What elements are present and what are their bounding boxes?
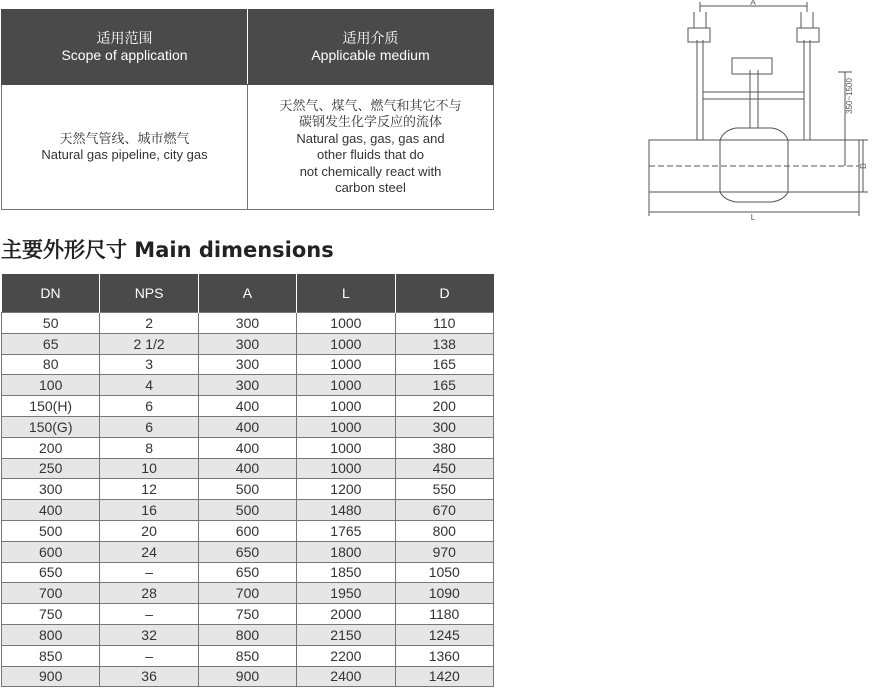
cell-d: 380 bbox=[395, 437, 493, 458]
cell-nps: 12 bbox=[100, 479, 198, 500]
cell-a: 900 bbox=[198, 666, 296, 687]
scope-header-cn: 适用范围 bbox=[96, 30, 153, 46]
cell-nps: 6 bbox=[100, 396, 198, 417]
medium-value-line: other fluids that do bbox=[317, 147, 424, 162]
cell-dn: 600 bbox=[2, 541, 100, 562]
header-nps: NPS bbox=[100, 274, 198, 313]
cell-a: 800 bbox=[198, 624, 296, 645]
cell-dn: 400 bbox=[2, 500, 100, 521]
cell-dn: 500 bbox=[2, 520, 100, 541]
table-row bbox=[2, 458, 494, 479]
cell-nps: 20 bbox=[100, 520, 198, 541]
cell-nps: – bbox=[100, 645, 198, 666]
table-row bbox=[2, 375, 494, 396]
cell-l: 1950 bbox=[297, 583, 395, 604]
valve-body bbox=[720, 128, 788, 202]
cell-a: 300 bbox=[198, 354, 296, 375]
scope-value bbox=[2, 85, 248, 210]
medium-value bbox=[248, 85, 494, 210]
cell-l: 1000 bbox=[297, 416, 395, 437]
dimension-a-label: A bbox=[750, 0, 756, 7]
cell-nps: 28 bbox=[100, 583, 198, 604]
application-table bbox=[1, 9, 494, 210]
cell-l: 2000 bbox=[297, 604, 395, 625]
table-row bbox=[2, 437, 494, 458]
cell-a: 400 bbox=[198, 416, 296, 437]
cell-a: 850 bbox=[198, 645, 296, 666]
table-row bbox=[2, 416, 494, 437]
cell-l: 2150 bbox=[297, 624, 395, 645]
cell-d: 165 bbox=[395, 354, 493, 375]
medium-value-line: Natural gas, gas, gas and bbox=[296, 130, 445, 146]
dimension-l-label: L bbox=[750, 213, 756, 222]
cell-nps: 16 bbox=[100, 500, 198, 521]
cell-d: 1420 bbox=[395, 666, 493, 687]
dimensions-header-row bbox=[2, 274, 494, 313]
table-row bbox=[2, 562, 494, 583]
table-row bbox=[2, 313, 494, 334]
cell-nps: 6 bbox=[100, 416, 198, 437]
cell-nps: – bbox=[100, 562, 198, 583]
cell-a: 400 bbox=[198, 437, 296, 458]
cell-d: 1245 bbox=[395, 624, 493, 645]
cell-d: 110 bbox=[395, 313, 493, 334]
cell-nps: 4 bbox=[100, 375, 198, 396]
cell-nps: 10 bbox=[100, 458, 198, 479]
cell-l: 2400 bbox=[297, 666, 395, 687]
scope-header-en: Scope of application bbox=[61, 47, 188, 63]
cell-nps: 24 bbox=[100, 541, 198, 562]
medium-value-line: carbon steel bbox=[335, 180, 406, 195]
cell-dn: 250 bbox=[2, 458, 100, 479]
header-dn: DN bbox=[2, 274, 100, 313]
cell-l: 1000 bbox=[297, 375, 395, 396]
cell-l: 1800 bbox=[297, 541, 395, 562]
table-row bbox=[2, 666, 494, 687]
cell-l: 1850 bbox=[297, 562, 395, 583]
cell-nps: 8 bbox=[100, 437, 198, 458]
cell-a: 500 bbox=[198, 500, 296, 521]
cell-dn: 50 bbox=[2, 313, 100, 334]
valve-drawing bbox=[640, 0, 872, 225]
dimensions-table bbox=[1, 274, 494, 687]
medium-header-en: Applicable medium bbox=[311, 47, 430, 63]
cell-a: 300 bbox=[198, 313, 296, 334]
dimension-d-label: D bbox=[859, 163, 868, 169]
cell-l: 1000 bbox=[297, 458, 395, 479]
scope-value-cn: 天然气管线、城市燃气 bbox=[59, 130, 190, 146]
cell-dn: 200 bbox=[2, 437, 100, 458]
header-d: D bbox=[395, 274, 493, 313]
cell-dn: 150(H) bbox=[2, 396, 100, 417]
cell-dn: 750 bbox=[2, 604, 100, 625]
cell-l: 1000 bbox=[297, 333, 395, 354]
table-row bbox=[2, 520, 494, 541]
header-l: L bbox=[297, 274, 395, 313]
cell-d: 1090 bbox=[395, 583, 493, 604]
medium-value-line: 碳钢发生化学反应的流体 bbox=[298, 114, 442, 129]
medium-header bbox=[248, 10, 494, 85]
cell-d: 550 bbox=[395, 479, 493, 500]
cell-d: 800 bbox=[395, 520, 493, 541]
cell-dn: 650 bbox=[2, 562, 100, 583]
cell-d: 970 bbox=[395, 541, 493, 562]
cell-nps: 3 bbox=[100, 354, 198, 375]
header-a: A bbox=[198, 274, 296, 313]
cell-dn: 65 bbox=[2, 333, 100, 354]
cell-d: 1050 bbox=[395, 562, 493, 583]
cell-dn: 700 bbox=[2, 583, 100, 604]
cell-dn: 100 bbox=[2, 375, 100, 396]
table-row bbox=[2, 645, 494, 666]
cell-l: 1000 bbox=[297, 313, 395, 334]
table-row bbox=[2, 604, 494, 625]
table-row bbox=[2, 396, 494, 417]
cell-l: 1000 bbox=[297, 354, 395, 375]
table-row bbox=[2, 541, 494, 562]
table-row bbox=[2, 333, 494, 354]
cell-l: 1480 bbox=[297, 500, 395, 521]
table-row bbox=[2, 479, 494, 500]
cell-l: 1765 bbox=[297, 520, 395, 541]
cell-d: 450 bbox=[395, 458, 493, 479]
cell-a: 400 bbox=[198, 396, 296, 417]
cell-l: 1000 bbox=[297, 396, 395, 417]
cell-dn: 800 bbox=[2, 624, 100, 645]
cell-a: 500 bbox=[198, 479, 296, 500]
cell-a: 700 bbox=[198, 583, 296, 604]
cell-a: 750 bbox=[198, 604, 296, 625]
cell-dn: 850 bbox=[2, 645, 100, 666]
medium-value-line: 天然气、煤气、燃气和其它不与 bbox=[279, 97, 462, 113]
cell-d: 1360 bbox=[395, 645, 493, 666]
cell-a: 600 bbox=[198, 520, 296, 541]
cell-a: 300 bbox=[198, 333, 296, 354]
table-row bbox=[2, 624, 494, 645]
cell-nps: 36 bbox=[100, 666, 198, 687]
cell-nps: 32 bbox=[100, 624, 198, 645]
cell-a: 650 bbox=[198, 541, 296, 562]
cell-dn: 80 bbox=[2, 354, 100, 375]
cell-l: 1000 bbox=[297, 437, 395, 458]
cell-a: 300 bbox=[198, 375, 296, 396]
cell-a: 400 bbox=[198, 458, 296, 479]
medium-value-line: not chemically react with bbox=[299, 163, 442, 179]
cell-d: 300 bbox=[395, 416, 493, 437]
cell-d: 165 bbox=[395, 375, 493, 396]
table-row bbox=[2, 500, 494, 521]
table-row bbox=[2, 354, 494, 375]
scope-value-en: Natural gas pipeline, city gas bbox=[41, 147, 208, 162]
medium-header-cn: 适用介质 bbox=[342, 30, 399, 46]
cell-d: 200 bbox=[395, 396, 493, 417]
cell-l: 2200 bbox=[297, 645, 395, 666]
scope-header bbox=[2, 10, 248, 85]
table-row bbox=[2, 583, 494, 604]
cell-nps: 2 1/2 bbox=[100, 333, 198, 354]
cell-nps: 2 bbox=[100, 313, 198, 334]
cell-d: 1180 bbox=[395, 604, 493, 625]
cell-a: 650 bbox=[198, 562, 296, 583]
cell-dn: 300 bbox=[2, 479, 100, 500]
cell-dn: 900 bbox=[2, 666, 100, 687]
cell-nps: – bbox=[100, 604, 198, 625]
cell-l: 1200 bbox=[297, 479, 395, 500]
section-title: 主要外形尺寸 Main dimensions bbox=[1, 238, 334, 262]
dimension-height-label: 350~1500 bbox=[845, 78, 854, 114]
cell-d: 138 bbox=[395, 333, 493, 354]
cell-dn: 150(G) bbox=[2, 416, 100, 437]
cell-d: 670 bbox=[395, 500, 493, 521]
